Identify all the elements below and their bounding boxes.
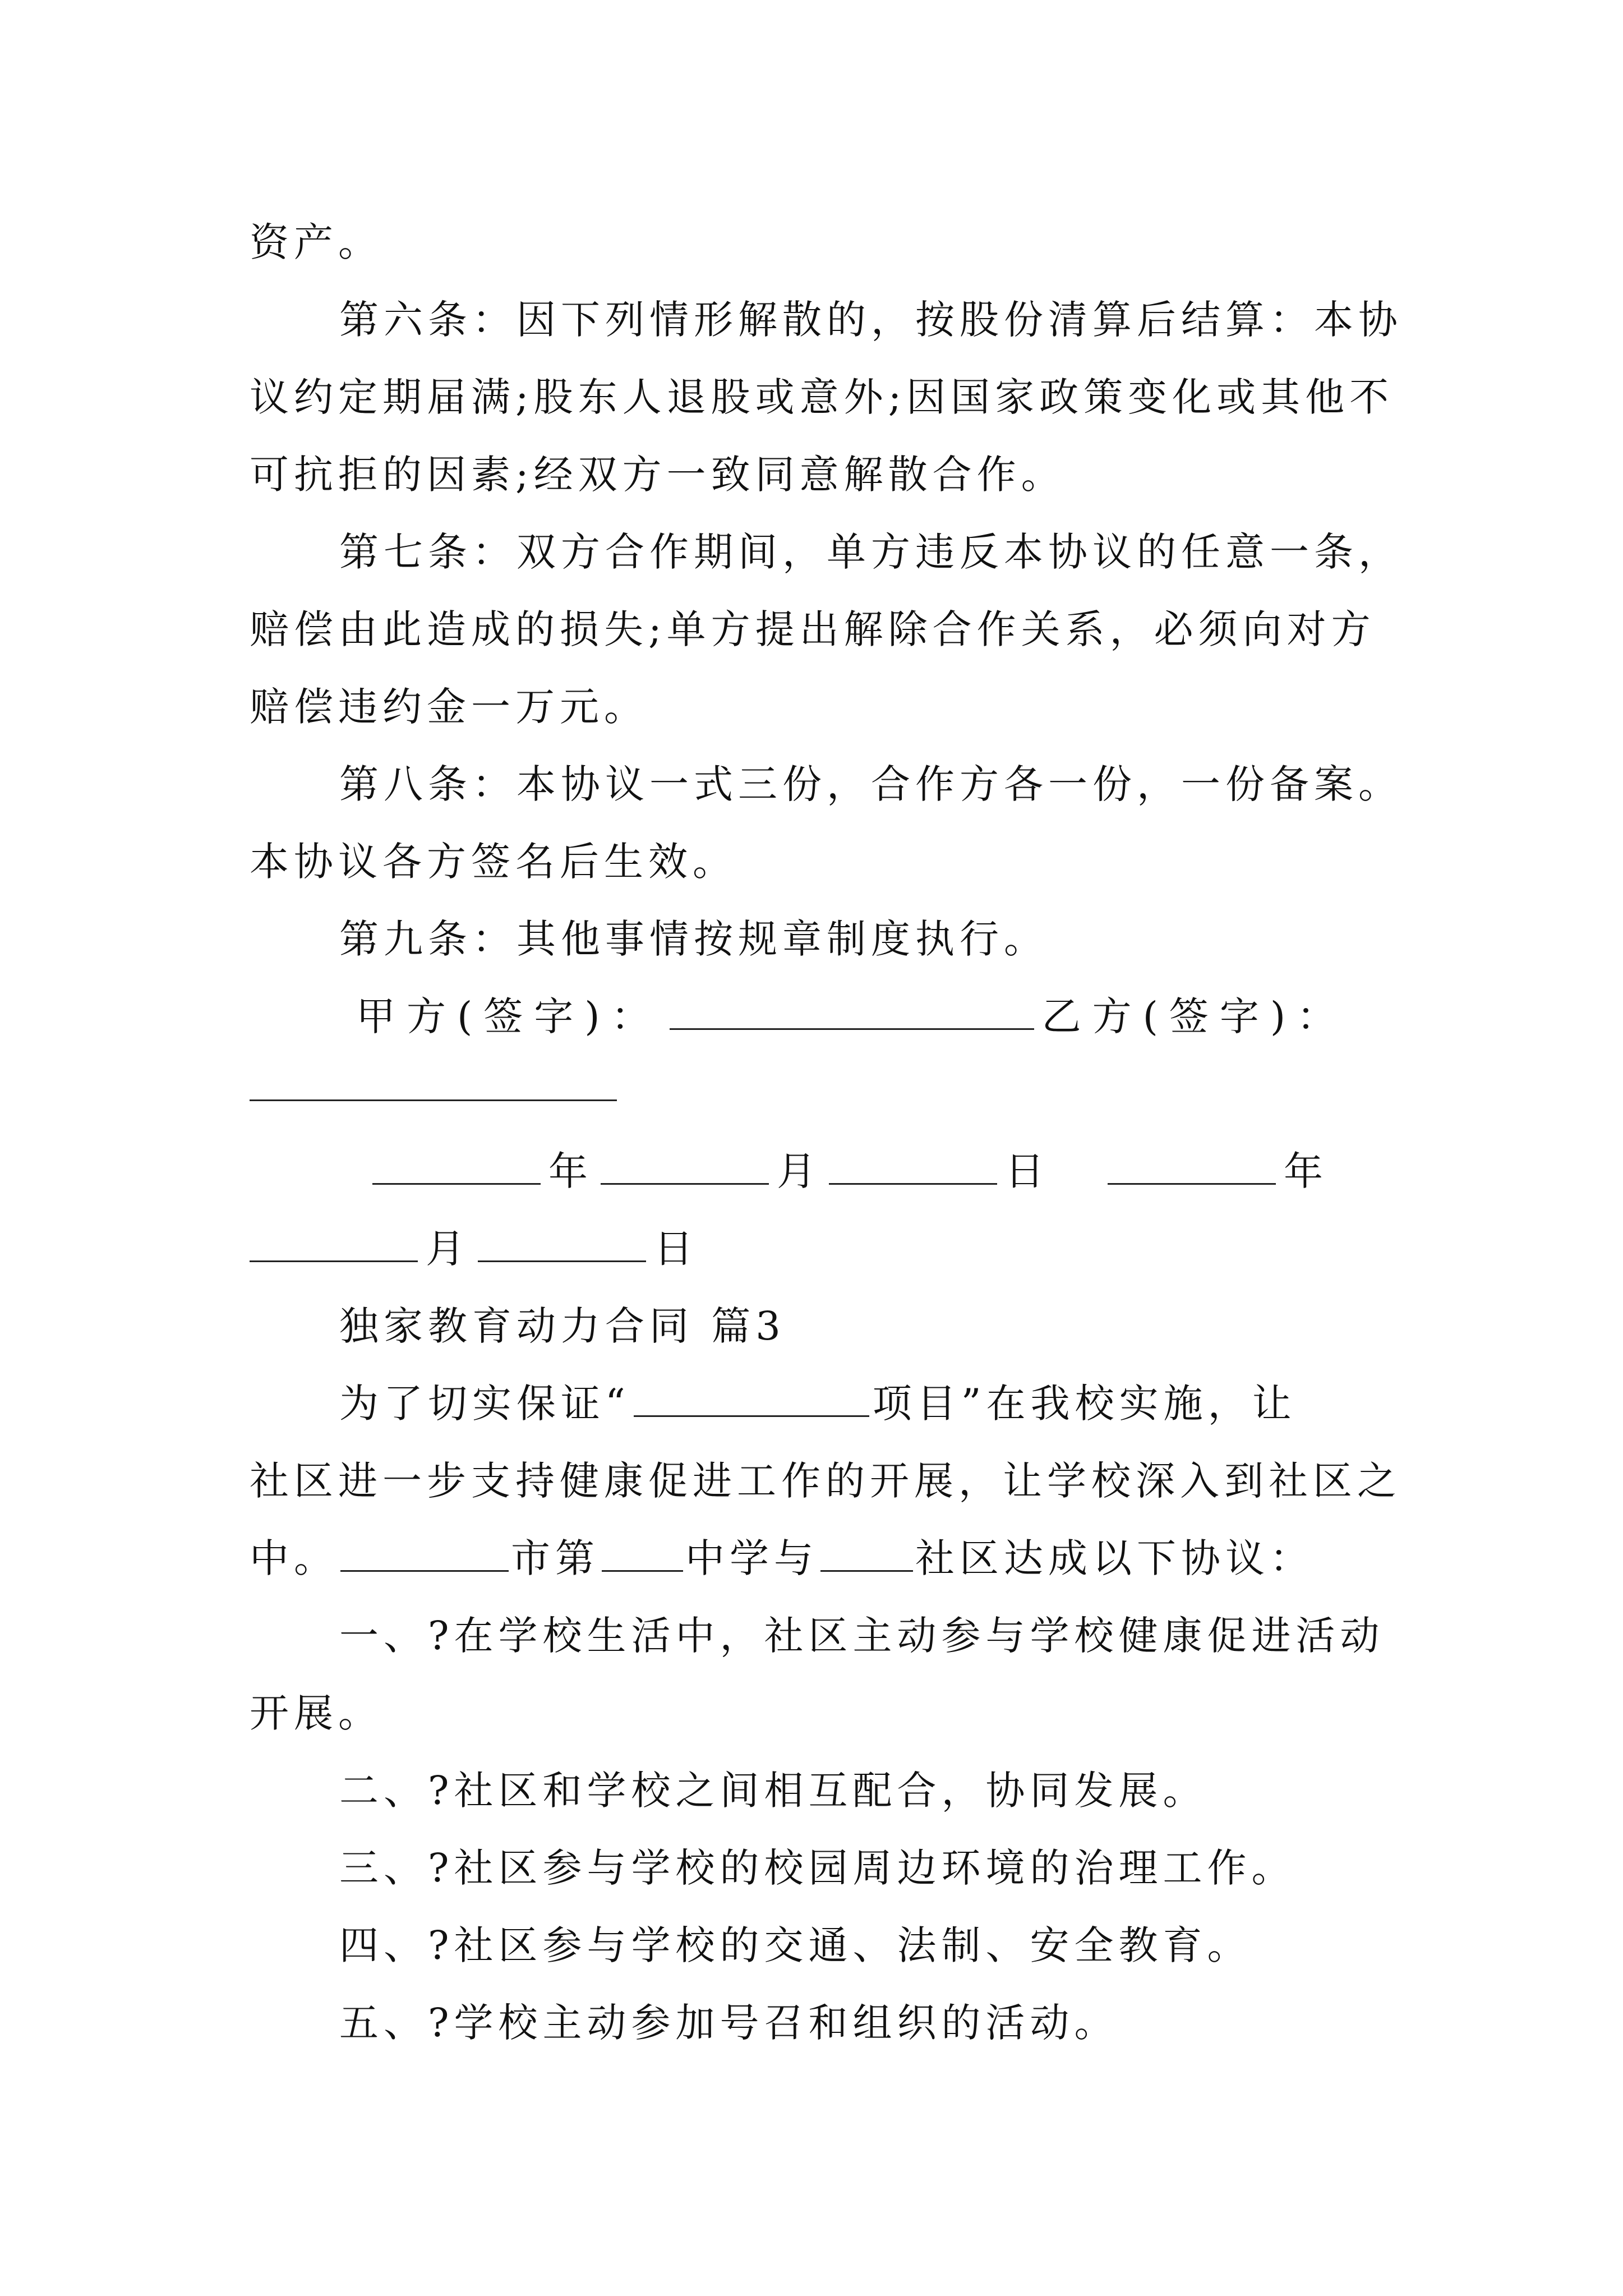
party-a-signature-blank xyxy=(670,995,1034,1030)
text-line: 社区进一步支持健康促进工作的开展，让学校深入到社区之 xyxy=(250,1458,1401,1504)
month-label: 月 xyxy=(777,1148,821,1194)
text-line xyxy=(250,1536,1314,1581)
day-label: 日 xyxy=(1005,1148,1049,1194)
text-line: 资产。 xyxy=(250,219,382,265)
article-6: 第六条：因下列情形解散的，按股份清算后结算：本协 xyxy=(339,297,1403,343)
month-blank xyxy=(250,1227,418,1262)
year-label: 年 xyxy=(1284,1148,1328,1194)
article-9: 第九条：其他事情按规章制度执行。 xyxy=(339,916,1048,962)
text-segment: 社区达成以下协议： xyxy=(915,1535,1314,1581)
year-label: 年 xyxy=(548,1148,593,1194)
community-blank xyxy=(820,1536,913,1572)
article-8: 第八条：本协议一式三份，合作方各一份，一份备案。 xyxy=(339,761,1403,807)
date-row xyxy=(365,1149,1328,1194)
agreement-item-1: 一、?在学校生活中，社区主动参与学校健康促进活动 xyxy=(339,1613,1385,1659)
section3-paragraph xyxy=(339,1381,1297,1426)
month-blank xyxy=(601,1149,769,1185)
text-line: 赔偿由此造成的损失;单方提出解除合作关系，必须向对方 xyxy=(250,606,1376,652)
agreement-item-2: 二、?社区和学校之间相互配合，协同发展。 xyxy=(339,1768,1207,1814)
text-line: 开展。 xyxy=(250,1690,382,1736)
text-line: 本协议各方签名后生效。 xyxy=(250,839,737,885)
party-b-label: 乙方(签字)： xyxy=(1041,993,1348,1039)
signature-row xyxy=(356,994,1347,1039)
day-blank xyxy=(478,1227,646,1262)
text-segment: 中学与 xyxy=(685,1535,818,1581)
text-line: 可抗拒的因素;经双方一致同意解散合作。 xyxy=(250,452,1066,498)
month-label: 月 xyxy=(426,1226,470,1272)
text-line: 赔偿违约金一万元。 xyxy=(250,684,648,730)
year-blank xyxy=(372,1149,541,1185)
text-segment: 项目”在我校实施，让 xyxy=(872,1381,1297,1427)
article-7: 第七条：双方合作期间，单方违反本协议的任意一条， xyxy=(339,529,1403,575)
text-segment: 中。 xyxy=(250,1535,338,1581)
day-blank xyxy=(829,1149,997,1185)
project-name-blank xyxy=(634,1382,869,1417)
section-title: 独家教育动力合同 篇3 xyxy=(339,1303,786,1349)
school-number-blank xyxy=(602,1536,683,1572)
city-blank xyxy=(340,1536,509,1572)
year-blank xyxy=(1108,1149,1276,1185)
day-label: 日 xyxy=(654,1226,698,1272)
agreement-item-5: 五、?学校主动参加号召和组织的活动。 xyxy=(339,2000,1119,2046)
agreement-item-4: 四、?社区参与学校的交通、法制、安全教育。 xyxy=(339,1922,1252,1968)
party-b-signature-blank xyxy=(250,1099,617,1101)
party-a-label: 甲方(签字)： xyxy=(356,993,662,1039)
text-line: 议约定期届满;股东人退股或意外;因国家政策变化或其他不 xyxy=(250,374,1394,420)
text-segment: 市第 xyxy=(511,1535,600,1581)
text-segment: 为了切实保证“ xyxy=(339,1381,630,1427)
agreement-item-3: 三、?社区参与学校的校园周边环境的治理工作。 xyxy=(339,1845,1296,1891)
date-row xyxy=(250,1226,698,1271)
